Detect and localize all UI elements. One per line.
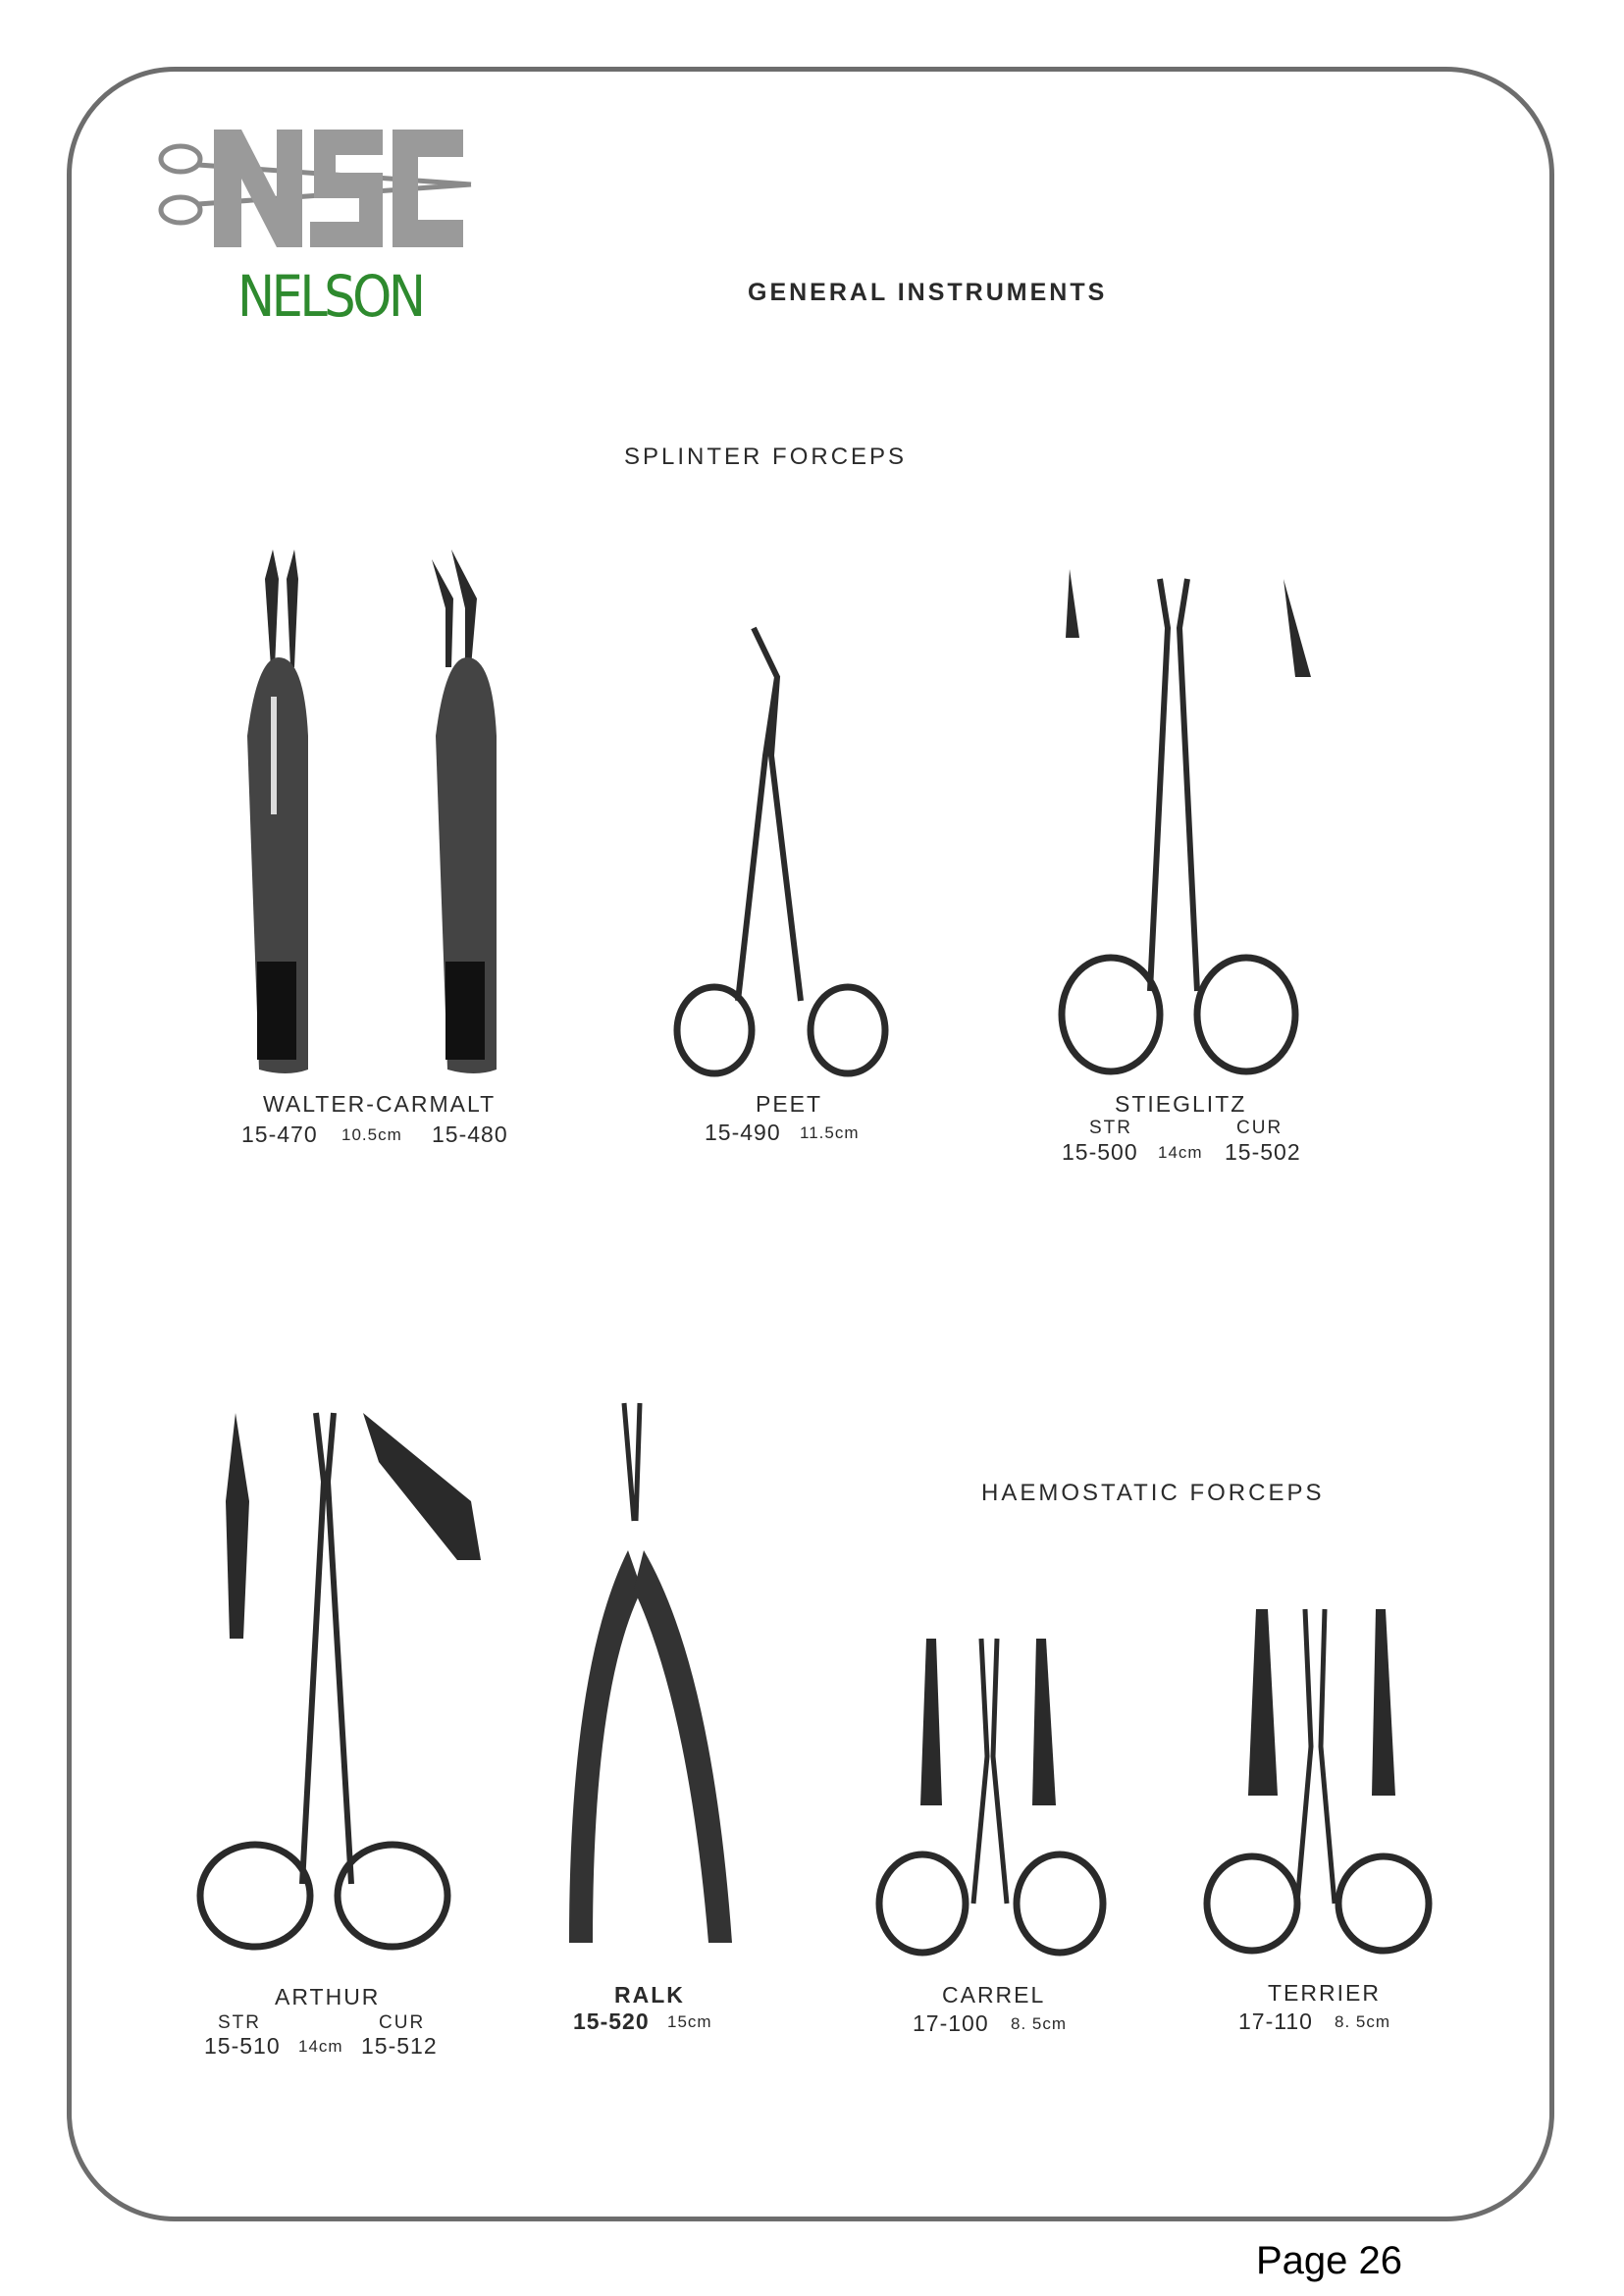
section-title-splinter: SPLINTER FORCEPS [624, 444, 908, 470]
peet-code: 15-490 [705, 1120, 781, 1145]
ralk-code: 15-520 [573, 2009, 650, 2034]
walter-carmalt-code2: 15-480 [432, 1122, 508, 1147]
page-number: Page 26 [1256, 2239, 1403, 2282]
peet-size: 11.5cm [800, 1123, 860, 1142]
carrel-size: 8. 5cm [1011, 2014, 1068, 2033]
ralk-size: 15cm [667, 2012, 712, 2031]
carrel-code: 17-100 [913, 2010, 989, 2036]
peet-illustration [667, 628, 903, 1079]
arthur-str: STR [218, 2012, 261, 2033]
arthur-code2: 15-512 [361, 2033, 438, 2059]
arthur-illustration [186, 1413, 500, 1962]
carrel-illustration [873, 1629, 1119, 1962]
carrel-name: CARREL [942, 1982, 1046, 2008]
page-title: GENERAL INSTRUMENTS [748, 279, 1108, 306]
arthur-cur: CUR [379, 2012, 426, 2033]
ralk-illustration [559, 1403, 746, 1962]
section-title-haemostatic: HAEMOSTATIC FORCEPS [981, 1480, 1325, 1506]
walter-carmalt-code1: 15-470 [241, 1122, 318, 1147]
terrier-size: 8. 5cm [1335, 2012, 1391, 2031]
arthur-name: ARTHUR [275, 1984, 381, 2009]
stieglitz-str: STR [1089, 1118, 1132, 1138]
stieglitz-code1: 15-500 [1062, 1139, 1138, 1165]
stieglitz-size: 14cm [1158, 1143, 1203, 1162]
walter-carmalt-name: WALTER-CARMALT [263, 1091, 497, 1117]
brand-name: NELSON [237, 263, 423, 330]
ralk-name: RALK [614, 1982, 685, 2008]
stieglitz-code2: 15-502 [1225, 1139, 1301, 1165]
terrier-illustration [1197, 1599, 1442, 1962]
stieglitz-name: STIEGLITZ [1115, 1091, 1247, 1117]
terrier-code: 17-110 [1238, 2009, 1313, 2034]
stieglitz-cur: CUR [1236, 1118, 1283, 1138]
walter-carmalt-size: 10.5cm [341, 1125, 402, 1144]
walter-carmalt-illustration [236, 549, 530, 1079]
peet-name: PEET [756, 1091, 823, 1117]
terrier-name: TERRIER [1268, 1980, 1381, 2006]
stieglitz-illustration [1030, 559, 1325, 1070]
arthur-size: 14cm [298, 2037, 343, 2056]
arthur-code1: 15-510 [204, 2033, 281, 2059]
